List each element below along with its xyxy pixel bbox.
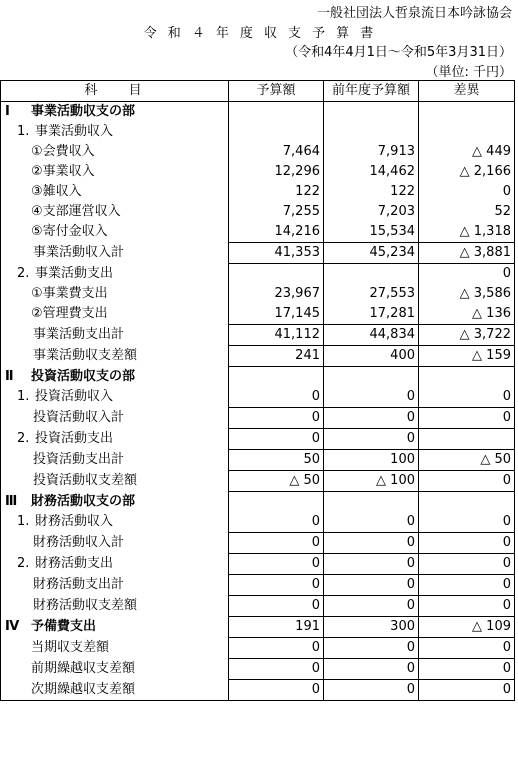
table-row [1,533,515,554]
cell-budget [229,367,324,388]
cell-difference: △ 50 [419,450,515,471]
cell-budget: 17,145 [229,304,324,325]
row-number: 2. [17,556,30,571]
row-label: 投資活動支出計 [33,452,125,467]
cell-prev-budget: 400 [324,346,419,367]
row-label: 投資活動収支の部 [31,368,136,384]
cell-difference: 0 [419,575,515,596]
row-label: ①会費収入 [31,144,95,159]
cell-difference: 52 [419,202,515,222]
row-subject [1,284,229,304]
cell-budget: 7,464 [229,142,324,162]
cell-prev-budget [324,492,419,513]
unit-label: （単位: 千円） [425,65,512,80]
cell-prev-budget: 15,534 [324,222,419,243]
cell-budget: 0 [229,596,324,617]
cell-budget [229,492,324,513]
cell-budget: 0 [229,659,324,680]
table-row [1,202,515,222]
row-subject [1,512,229,533]
cell-budget: 0 [229,680,324,701]
row-subject [1,102,229,123]
table-row [1,429,515,450]
row-number: 1. [17,124,30,139]
column-header-budget: 予算額 [229,81,324,102]
row-label: 財務活動支出計 [33,577,125,592]
table-row [1,284,515,304]
cell-prev-budget: 17,281 [324,304,419,325]
cell-difference: 0 [419,533,515,554]
cell-budget [229,102,324,123]
cell-difference [419,429,515,450]
row-subject [1,596,229,617]
cell-budget: 0 [229,429,324,450]
row-subject [1,202,229,222]
row-label: 財務活動収支の部 [31,493,136,509]
document-title: 令和４年度収支予算書 [143,26,385,41]
cell-difference: △ 159 [419,346,515,367]
row-subject [1,325,229,346]
cell-prev-budget: 0 [324,408,419,429]
cell-difference [419,122,515,142]
cell-budget: 0 [229,575,324,596]
row-label: 財務活動支出 [35,556,114,571]
cell-prev-budget: 27,553 [324,284,419,304]
row-number: Ⅱ [5,368,14,384]
cell-difference: △ 3,586 [419,284,515,304]
cell-difference: 0 [419,554,515,575]
table-row [1,575,515,596]
cell-prev-budget [324,367,419,388]
row-number: Ⅳ [5,619,20,634]
cell-difference: 0 [419,659,515,680]
row-subject [1,450,229,471]
cell-difference: △ 136 [419,304,515,325]
row-number: 1. [17,514,30,530]
cell-difference: 0 [419,680,515,701]
row-label: 事業活動収支の部 [31,104,136,119]
row-label: 事業活動支出計 [33,327,125,342]
row-label: 事業活動支出 [35,265,114,281]
table-row [1,162,515,182]
row-label: 財務活動収入計 [33,535,125,550]
cell-prev-budget: 0 [324,638,419,659]
cell-prev-budget: 0 [324,512,419,533]
cell-prev-budget: 0 [324,533,419,554]
row-number: Ⅰ [5,104,10,119]
row-subject [1,162,229,182]
table-row [1,471,515,492]
row-label: 投資活動支出 [35,431,114,446]
table-row [1,638,515,659]
row-label: ④支部運営収入 [31,204,121,219]
cell-budget: 14,216 [229,222,324,243]
row-subject [1,680,229,701]
row-label: 財務活動収支差額 [33,598,138,613]
cell-difference: △ 449 [419,142,515,162]
row-subject [1,533,229,554]
cell-prev-budget [324,264,419,285]
table-header-row [1,81,515,102]
row-subject [1,408,229,429]
table-row [1,408,515,429]
row-label: 次期繰越収支差額 [31,681,136,697]
cell-budget: 0 [229,638,324,659]
cell-prev-budget: 44,834 [324,325,419,346]
cell-prev-budget: 7,913 [324,142,419,162]
row-label: 予備費支出 [31,619,97,634]
table-row [1,680,515,701]
cell-budget: 12,296 [229,162,324,182]
cell-difference: 0 [419,408,515,429]
row-subject [1,638,229,659]
cell-difference: 0 [419,471,515,492]
row-label: ②事業収入 [31,164,95,179]
row-label: 事業活動収入計 [33,245,125,260]
row-subject [1,554,229,575]
cell-prev-budget: 0 [324,596,419,617]
cell-prev-budget: 0 [324,680,419,701]
cell-prev-budget [324,122,419,142]
cell-budget: 191 [229,617,324,638]
cell-budget: 0 [229,387,324,408]
row-subject [1,142,229,162]
row-subject [1,346,229,367]
table-row [1,264,515,285]
cell-difference: 0 [419,182,515,202]
row-subject [1,367,229,388]
row-label: 事業活動収支差額 [33,348,138,363]
organization-name: 一般社団法人哲泉流日本吟詠協会 [316,6,512,21]
table-row [1,122,515,142]
cell-budget: 122 [229,182,324,202]
cell-difference: △ 2,166 [419,162,515,182]
cell-budget: 23,967 [229,284,324,304]
row-subject [1,617,229,638]
table-row [1,325,515,346]
row-number: Ⅲ [5,493,18,509]
cell-prev-budget: 7,203 [324,202,419,222]
row-subject [1,243,229,264]
row-number: 1. [17,389,30,405]
table-row [1,142,515,162]
column-header-difference: 差異 [419,81,515,102]
row-subject [1,492,229,513]
cell-budget: 0 [229,512,324,533]
table-row [1,102,515,123]
cell-prev-budget: 122 [324,182,419,202]
cell-difference [419,492,515,513]
row-subject [1,222,229,243]
row-subject [1,575,229,596]
cell-prev-budget: 0 [324,575,419,596]
row-subject [1,471,229,492]
row-label: 当期収支差額 [31,640,110,655]
fiscal-period: （令和4年4月1日～令和5年3月31日） [285,45,512,60]
cell-difference: 0 [419,638,515,659]
cell-budget: 41,353 [229,243,324,264]
row-label: 投資活動収入計 [33,410,125,425]
cell-prev-budget: 0 [324,554,419,575]
cell-budget: △ 50 [229,471,324,492]
table-row [1,554,515,575]
column-header-subject: 科目 [1,81,229,102]
table-row [1,512,515,533]
row-label: ③雑収入 [31,184,82,199]
row-label: 投資活動収入 [35,389,114,405]
cell-difference: △ 3,722 [419,325,515,346]
table-row [1,659,515,680]
cell-difference: 0 [419,512,515,533]
row-subject [1,387,229,408]
table-row [1,367,515,388]
cell-prev-budget [324,102,419,123]
table-row [1,182,515,202]
cell-prev-budget: 0 [324,659,419,680]
cell-budget: 0 [229,408,324,429]
row-label: 投資活動収支差額 [33,473,138,488]
table-row [1,346,515,367]
row-number: 2. [17,431,30,446]
row-label: 財務活動収入 [35,514,114,530]
row-subject [1,264,229,285]
cell-prev-budget: 14,462 [324,162,419,182]
row-label: ②管理費支出 [31,306,108,322]
cell-prev-budget: 0 [324,387,419,408]
row-label: 事業活動収入 [35,124,114,139]
table-row [1,492,515,513]
row-label: ⑤寄付金収入 [31,224,108,240]
column-header-prev-budget: 前年度予算額 [324,81,419,102]
budget-table [0,80,515,701]
table-row [1,243,515,264]
cell-budget [229,122,324,142]
row-number: 2. [17,265,30,281]
cell-difference: 0 [419,387,515,408]
cell-prev-budget: △ 100 [324,471,419,492]
cell-budget: 50 [229,450,324,471]
cell-prev-budget: 300 [324,617,419,638]
row-label: 前期繰越収支差額 [31,661,136,676]
table-row [1,222,515,243]
row-subject [1,304,229,325]
row-subject [1,122,229,142]
table-row [1,387,515,408]
cell-difference [419,367,515,388]
cell-prev-budget: 0 [324,429,419,450]
cell-difference: △ 3,881 [419,243,515,264]
table-row [1,304,515,325]
row-subject [1,182,229,202]
cell-difference: △ 109 [419,617,515,638]
table-row [1,596,515,617]
cell-difference: 0 [419,596,515,617]
row-subject [1,429,229,450]
cell-budget: 241 [229,346,324,367]
row-subject [1,659,229,680]
cell-budget: 0 [229,533,324,554]
cell-prev-budget: 100 [324,450,419,471]
cell-difference: 0 [419,264,515,285]
row-label: ①事業費支出 [31,286,108,301]
cell-prev-budget: 45,234 [324,243,419,264]
cell-budget [229,264,324,285]
cell-budget: 7,255 [229,202,324,222]
cell-budget: 0 [229,554,324,575]
cell-budget: 41,112 [229,325,324,346]
table-row [1,617,515,638]
cell-difference [419,102,515,123]
table-row [1,450,515,471]
cell-difference: △ 1,318 [419,222,515,243]
